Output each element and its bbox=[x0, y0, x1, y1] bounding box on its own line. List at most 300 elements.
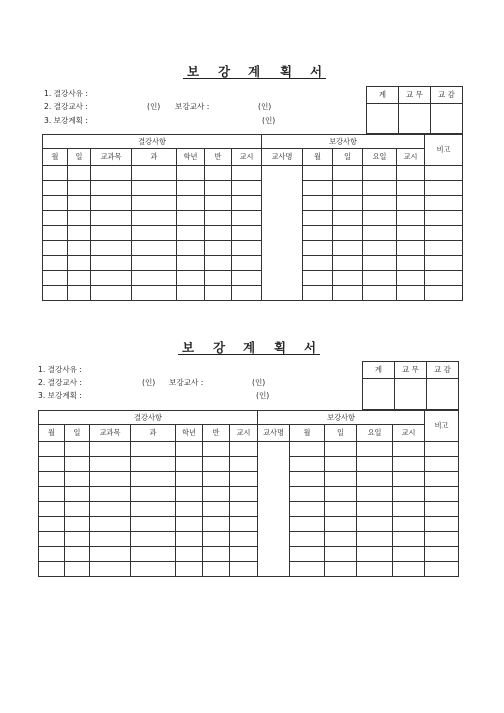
table-cell[interactable] bbox=[131, 472, 176, 487]
table-cell[interactable] bbox=[333, 286, 363, 301]
table-row bbox=[43, 211, 463, 226]
table-cell[interactable] bbox=[393, 562, 425, 577]
table-cell[interactable] bbox=[65, 562, 90, 577]
table-cell[interactable] bbox=[425, 286, 463, 301]
table-cell[interactable] bbox=[393, 442, 425, 457]
substitute-column-header: 요일 bbox=[363, 149, 397, 166]
table-row bbox=[39, 502, 459, 517]
table-cell[interactable] bbox=[303, 181, 333, 196]
table-cell[interactable] bbox=[230, 547, 258, 562]
table-cell[interactable] bbox=[425, 487, 459, 502]
substitute-teacher-label: 보강교사 : bbox=[175, 102, 210, 111]
table-cell[interactable] bbox=[363, 196, 397, 211]
plan-label: 3. 보강계획 : bbox=[38, 391, 82, 400]
reason-label: 1. 결강사유 : bbox=[38, 365, 82, 374]
substitute-column-header: 일 bbox=[325, 425, 357, 442]
table-cell[interactable] bbox=[177, 166, 205, 181]
table-cell[interactable] bbox=[357, 517, 393, 532]
table-cell[interactable] bbox=[325, 502, 357, 517]
approval-box bbox=[362, 361, 459, 410]
table-cell[interactable] bbox=[393, 487, 425, 502]
table-cell[interactable] bbox=[303, 166, 333, 181]
table-cell[interactable] bbox=[363, 286, 397, 301]
table-cell[interactable] bbox=[290, 547, 325, 562]
table-cell[interactable] bbox=[425, 271, 463, 286]
title-char: 계 bbox=[248, 64, 261, 79]
table-cell[interactable] bbox=[393, 457, 425, 472]
table-cell[interactable] bbox=[91, 196, 132, 211]
table-cell[interactable] bbox=[132, 241, 177, 256]
table-cell[interactable] bbox=[39, 547, 65, 562]
table-cell[interactable] bbox=[425, 226, 463, 241]
absence-column-header: 반 bbox=[203, 425, 230, 442]
substitute-column-header: 교사명 bbox=[262, 149, 303, 166]
table-cell[interactable] bbox=[397, 166, 425, 181]
table-cell[interactable] bbox=[290, 517, 325, 532]
table-cell[interactable] bbox=[90, 487, 131, 502]
teacher-name-cell[interactable] bbox=[258, 442, 290, 577]
table-cell[interactable] bbox=[132, 211, 177, 226]
table-cell[interactable] bbox=[43, 271, 68, 286]
table-cell[interactable] bbox=[68, 211, 91, 226]
table-cell[interactable] bbox=[393, 532, 425, 547]
table-cell[interactable] bbox=[290, 487, 325, 502]
table-cell[interactable] bbox=[203, 457, 230, 472]
table-cell[interactable] bbox=[177, 196, 205, 211]
table-cell[interactable] bbox=[425, 472, 459, 487]
table-cell[interactable] bbox=[425, 457, 459, 472]
table-cell[interactable] bbox=[203, 532, 230, 547]
approval-header: 계 bbox=[367, 87, 399, 104]
table-cell[interactable] bbox=[176, 442, 203, 457]
table-cell[interactable] bbox=[205, 196, 232, 211]
substitute-column-header: 교시 bbox=[393, 425, 425, 442]
table-cell[interactable] bbox=[397, 271, 425, 286]
table-cell[interactable] bbox=[203, 502, 230, 517]
title-char: 획 bbox=[280, 64, 293, 79]
table-cell[interactable] bbox=[91, 226, 132, 241]
table-cell[interactable] bbox=[357, 442, 393, 457]
title-char: 계 bbox=[243, 340, 256, 355]
table-cell[interactable] bbox=[176, 472, 203, 487]
table-cell[interactable] bbox=[325, 562, 357, 577]
table-row bbox=[43, 271, 463, 286]
table-cell[interactable] bbox=[90, 562, 131, 577]
table-cell[interactable] bbox=[357, 472, 393, 487]
table-cell[interactable] bbox=[325, 472, 357, 487]
table-cell[interactable] bbox=[230, 532, 258, 547]
title-char: 서 bbox=[310, 64, 323, 79]
table-cell[interactable] bbox=[177, 211, 205, 226]
table-cell[interactable] bbox=[357, 547, 393, 562]
approval-header: 교 감 bbox=[427, 362, 459, 379]
approval-sign-cell[interactable] bbox=[363, 379, 395, 410]
table-cell[interactable] bbox=[132, 256, 177, 271]
schedule-table bbox=[38, 410, 459, 577]
table-cell[interactable] bbox=[303, 286, 333, 301]
table-cell[interactable] bbox=[39, 562, 65, 577]
table-cell[interactable] bbox=[68, 241, 91, 256]
table-cell[interactable] bbox=[176, 517, 203, 532]
table-cell[interactable] bbox=[425, 517, 459, 532]
table-cell[interactable] bbox=[397, 241, 425, 256]
substitute-teacher-label: 보강교사 : bbox=[169, 378, 204, 387]
table-cell[interactable] bbox=[90, 442, 131, 457]
table-cell[interactable] bbox=[393, 547, 425, 562]
table-cell[interactable] bbox=[232, 286, 262, 301]
approval-header: 계 bbox=[363, 362, 395, 379]
table-cell[interactable] bbox=[333, 256, 363, 271]
substitute-group-header: 보강사항 bbox=[262, 135, 425, 149]
table-row bbox=[43, 286, 463, 301]
table-cell[interactable] bbox=[90, 517, 131, 532]
table-cell[interactable] bbox=[333, 166, 363, 181]
table-cell[interactable] bbox=[203, 547, 230, 562]
table-cell[interactable] bbox=[91, 286, 132, 301]
approval-header: 교 무 bbox=[395, 362, 427, 379]
table-cell[interactable] bbox=[205, 181, 232, 196]
table-cell[interactable] bbox=[232, 181, 262, 196]
table-cell[interactable] bbox=[230, 442, 258, 457]
table-row bbox=[43, 166, 463, 181]
table-cell[interactable] bbox=[230, 487, 258, 502]
table-cell[interactable] bbox=[39, 487, 65, 502]
table-cell[interactable] bbox=[205, 256, 232, 271]
absence-column-header: 반 bbox=[205, 149, 232, 166]
table-cell[interactable] bbox=[68, 226, 91, 241]
table-cell[interactable] bbox=[131, 547, 176, 562]
table-cell[interactable] bbox=[397, 181, 425, 196]
table-cell[interactable] bbox=[132, 226, 177, 241]
table-cell[interactable] bbox=[357, 532, 393, 547]
table-row bbox=[39, 487, 459, 502]
table-row bbox=[43, 181, 463, 196]
table-cell[interactable] bbox=[425, 532, 459, 547]
table-cell[interactable] bbox=[357, 487, 393, 502]
table-cell[interactable] bbox=[303, 226, 333, 241]
table-cell[interactable] bbox=[290, 457, 325, 472]
reason-label: 1. 결강사유 : bbox=[44, 89, 88, 98]
table-cell[interactable] bbox=[363, 181, 397, 196]
seal-mark: (인) bbox=[147, 102, 161, 111]
approval-sign-cell[interactable] bbox=[427, 379, 459, 410]
title-char: 강 bbox=[213, 340, 226, 355]
table-cell[interactable] bbox=[205, 241, 232, 256]
table-cell[interactable] bbox=[232, 226, 262, 241]
table-cell[interactable] bbox=[90, 472, 131, 487]
title-char: 획 bbox=[274, 340, 287, 355]
seal-mark: (인) bbox=[142, 378, 156, 387]
table-cell[interactable] bbox=[39, 442, 65, 457]
schedule-table bbox=[42, 134, 463, 301]
form-title bbox=[0, 338, 504, 355]
table-cell[interactable] bbox=[132, 286, 177, 301]
table-cell[interactable] bbox=[232, 241, 262, 256]
table-cell[interactable] bbox=[68, 196, 91, 211]
absence-column-header: 월 bbox=[43, 149, 68, 166]
table-cell[interactable] bbox=[176, 562, 203, 577]
table-cell[interactable] bbox=[177, 256, 205, 271]
remarks-header: 비고 bbox=[425, 411, 459, 442]
table-row bbox=[43, 226, 463, 241]
table-cell[interactable] bbox=[65, 457, 90, 472]
table-cell[interactable] bbox=[363, 271, 397, 286]
absence-column-header: 교시 bbox=[232, 149, 262, 166]
table-cell[interactable] bbox=[203, 487, 230, 502]
table-cell[interactable] bbox=[357, 562, 393, 577]
approval-header: 교 감 bbox=[431, 87, 463, 104]
table-cell[interactable] bbox=[333, 211, 363, 226]
approval-sign-cell[interactable] bbox=[367, 104, 399, 134]
table-row bbox=[39, 562, 459, 577]
table-cell[interactable] bbox=[176, 487, 203, 502]
table-cell[interactable] bbox=[425, 442, 459, 457]
table-cell[interactable] bbox=[425, 562, 459, 577]
table-cell[interactable] bbox=[177, 226, 205, 241]
table-cell[interactable] bbox=[230, 457, 258, 472]
form-title bbox=[0, 62, 504, 79]
table-cell[interactable] bbox=[205, 211, 232, 226]
table-cell[interactable] bbox=[333, 241, 363, 256]
table-cell[interactable] bbox=[203, 442, 230, 457]
table-cell[interactable] bbox=[131, 442, 176, 457]
table-cell[interactable] bbox=[232, 211, 262, 226]
title-char: 보 bbox=[182, 340, 195, 355]
table-cell[interactable] bbox=[230, 517, 258, 532]
table-cell[interactable] bbox=[393, 502, 425, 517]
table-cell[interactable] bbox=[363, 256, 397, 271]
table-cell[interactable] bbox=[325, 517, 357, 532]
absence-column-header: 학년 bbox=[176, 425, 203, 442]
table-cell[interactable] bbox=[397, 211, 425, 226]
table-cell[interactable] bbox=[43, 226, 68, 241]
substitute-group-header: 보강사항 bbox=[258, 411, 425, 425]
substitute-column-header: 교사명 bbox=[258, 425, 290, 442]
table-cell[interactable] bbox=[325, 442, 357, 457]
table-cell[interactable] bbox=[232, 166, 262, 181]
table-cell[interactable] bbox=[43, 241, 68, 256]
table-row bbox=[39, 442, 459, 457]
table-cell[interactable] bbox=[39, 502, 65, 517]
absence-column-header: 학년 bbox=[177, 149, 205, 166]
title-char: 보 bbox=[187, 64, 200, 79]
table-cell[interactable] bbox=[333, 226, 363, 241]
table-cell[interactable] bbox=[68, 286, 91, 301]
table-cell[interactable] bbox=[290, 502, 325, 517]
table-cell[interactable] bbox=[393, 472, 425, 487]
table-cell[interactable] bbox=[232, 271, 262, 286]
table-cell[interactable] bbox=[65, 517, 90, 532]
approval-sign-cell[interactable] bbox=[399, 104, 431, 134]
table-cell[interactable] bbox=[91, 211, 132, 226]
table-cell[interactable] bbox=[91, 271, 132, 286]
table-cell[interactable] bbox=[132, 271, 177, 286]
table-cell[interactable] bbox=[303, 271, 333, 286]
substitute-column-header: 교시 bbox=[397, 149, 425, 166]
table-cell[interactable] bbox=[303, 211, 333, 226]
table-cell[interactable] bbox=[176, 502, 203, 517]
teacher-name-cell[interactable] bbox=[262, 166, 303, 301]
table-cell[interactable] bbox=[65, 472, 90, 487]
table-cell[interactable] bbox=[90, 547, 131, 562]
table-cell[interactable] bbox=[425, 166, 463, 181]
table-cell[interactable] bbox=[290, 442, 325, 457]
table-cell[interactable] bbox=[65, 442, 90, 457]
table-cell[interactable] bbox=[290, 472, 325, 487]
table-row bbox=[39, 457, 459, 472]
table-cell[interactable] bbox=[425, 196, 463, 211]
table-cell[interactable] bbox=[397, 196, 425, 211]
title-underline bbox=[183, 78, 326, 79]
substitute-column-header: 월 bbox=[303, 149, 333, 166]
approval-sign-cell[interactable] bbox=[395, 379, 427, 410]
approval-sign-cell[interactable] bbox=[431, 104, 463, 134]
absence-column-header: 과 bbox=[131, 425, 176, 442]
table-cell[interactable] bbox=[68, 166, 91, 181]
table-cell[interactable] bbox=[43, 196, 68, 211]
table-cell[interactable] bbox=[325, 547, 357, 562]
plan-label: 3. 보강계획 : bbox=[44, 116, 88, 125]
table-cell[interactable] bbox=[68, 256, 91, 271]
table-row bbox=[43, 196, 463, 211]
title-underline bbox=[178, 354, 320, 355]
table-cell[interactable] bbox=[131, 532, 176, 547]
absence-column-header: 교과목 bbox=[90, 425, 131, 442]
table-cell[interactable] bbox=[290, 562, 325, 577]
table-row bbox=[43, 256, 463, 271]
table-cell[interactable] bbox=[39, 532, 65, 547]
table-cell[interactable] bbox=[232, 256, 262, 271]
table-row bbox=[39, 517, 459, 532]
table-cell[interactable] bbox=[290, 532, 325, 547]
table-cell[interactable] bbox=[203, 517, 230, 532]
table-cell[interactable] bbox=[177, 241, 205, 256]
absence-column-header: 교과목 bbox=[91, 149, 132, 166]
table-row bbox=[39, 532, 459, 547]
table-cell[interactable] bbox=[131, 562, 176, 577]
table-cell[interactable] bbox=[230, 472, 258, 487]
table-cell[interactable] bbox=[131, 517, 176, 532]
table-cell[interactable] bbox=[425, 181, 463, 196]
table-cell[interactable] bbox=[425, 211, 463, 226]
table-cell[interactable] bbox=[397, 256, 425, 271]
table-cell[interactable] bbox=[132, 181, 177, 196]
table-cell[interactable] bbox=[68, 271, 91, 286]
table-cell[interactable] bbox=[325, 487, 357, 502]
table-cell[interactable] bbox=[65, 532, 90, 547]
seal-mark: (인) bbox=[262, 116, 276, 125]
table-cell[interactable] bbox=[363, 241, 397, 256]
table-cell[interactable] bbox=[230, 562, 258, 577]
table-cell[interactable] bbox=[90, 457, 131, 472]
table-cell[interactable] bbox=[363, 226, 397, 241]
table-cell[interactable] bbox=[91, 256, 132, 271]
table-cell[interactable] bbox=[43, 211, 68, 226]
absence-group-header: 결강사항 bbox=[43, 135, 262, 149]
table-cell[interactable] bbox=[177, 286, 205, 301]
table-row bbox=[43, 241, 463, 256]
table-cell[interactable] bbox=[205, 286, 232, 301]
table-cell[interactable] bbox=[397, 226, 425, 241]
table-cell[interactable] bbox=[303, 196, 333, 211]
table-cell[interactable] bbox=[43, 286, 68, 301]
table-cell[interactable] bbox=[363, 166, 397, 181]
table-cell[interactable] bbox=[357, 457, 393, 472]
substitute-column-header: 요일 bbox=[357, 425, 393, 442]
table-cell[interactable] bbox=[65, 547, 90, 562]
absence-column-header: 월 bbox=[39, 425, 65, 442]
table-cell[interactable] bbox=[425, 502, 459, 517]
table-cell[interactable] bbox=[177, 271, 205, 286]
table-cell[interactable] bbox=[397, 286, 425, 301]
table-cell[interactable] bbox=[132, 196, 177, 211]
remarks-header: 비고 bbox=[425, 135, 463, 166]
table-cell[interactable] bbox=[68, 181, 91, 196]
table-cell[interactable] bbox=[91, 166, 132, 181]
absent-teacher-label: 2. 결강교사 : bbox=[38, 378, 82, 387]
table-cell[interactable] bbox=[43, 256, 68, 271]
table-cell[interactable] bbox=[333, 181, 363, 196]
table-cell[interactable] bbox=[203, 562, 230, 577]
table-cell[interactable] bbox=[132, 166, 177, 181]
table-cell[interactable] bbox=[205, 226, 232, 241]
table-cell[interactable] bbox=[303, 241, 333, 256]
table-row bbox=[39, 547, 459, 562]
table-cell[interactable] bbox=[425, 547, 459, 562]
table-cell[interactable] bbox=[43, 166, 68, 181]
seal-mark: (인) bbox=[258, 102, 272, 111]
table-cell[interactable] bbox=[131, 502, 176, 517]
table-cell[interactable] bbox=[363, 211, 397, 226]
table-cell[interactable] bbox=[65, 487, 90, 502]
title-char: 서 bbox=[304, 340, 317, 355]
table-cell[interactable] bbox=[333, 196, 363, 211]
table-cell[interactable] bbox=[39, 517, 65, 532]
table-cell[interactable] bbox=[131, 487, 176, 502]
absent-teacher-label: 2. 결강교사 : bbox=[44, 102, 88, 111]
table-cell[interactable] bbox=[90, 532, 131, 547]
table-cell[interactable] bbox=[205, 271, 232, 286]
table-cell[interactable] bbox=[91, 181, 132, 196]
table-cell[interactable] bbox=[39, 472, 65, 487]
table-cell[interactable] bbox=[65, 502, 90, 517]
table-cell[interactable] bbox=[43, 181, 68, 196]
table-cell[interactable] bbox=[203, 472, 230, 487]
table-cell[interactable] bbox=[232, 196, 262, 211]
table-cell[interactable] bbox=[393, 517, 425, 532]
table-cell[interactable] bbox=[131, 457, 176, 472]
table-cell[interactable] bbox=[325, 457, 357, 472]
table-cell[interactable] bbox=[230, 502, 258, 517]
title-char: 강 bbox=[218, 64, 231, 79]
table-row bbox=[39, 472, 459, 487]
table-cell[interactable] bbox=[176, 532, 203, 547]
table-cell[interactable] bbox=[425, 256, 463, 271]
table-cell[interactable] bbox=[357, 502, 393, 517]
table-cell[interactable] bbox=[303, 256, 333, 271]
table-cell[interactable] bbox=[333, 271, 363, 286]
table-cell[interactable] bbox=[205, 166, 232, 181]
table-cell[interactable] bbox=[325, 532, 357, 547]
table-cell[interactable] bbox=[176, 547, 203, 562]
table-cell[interactable] bbox=[177, 181, 205, 196]
table-cell[interactable] bbox=[425, 241, 463, 256]
table-cell[interactable] bbox=[90, 502, 131, 517]
table-cell[interactable] bbox=[91, 241, 132, 256]
table-cell[interactable] bbox=[39, 457, 65, 472]
substitute-column-header: 일 bbox=[333, 149, 363, 166]
table-cell[interactable] bbox=[176, 457, 203, 472]
